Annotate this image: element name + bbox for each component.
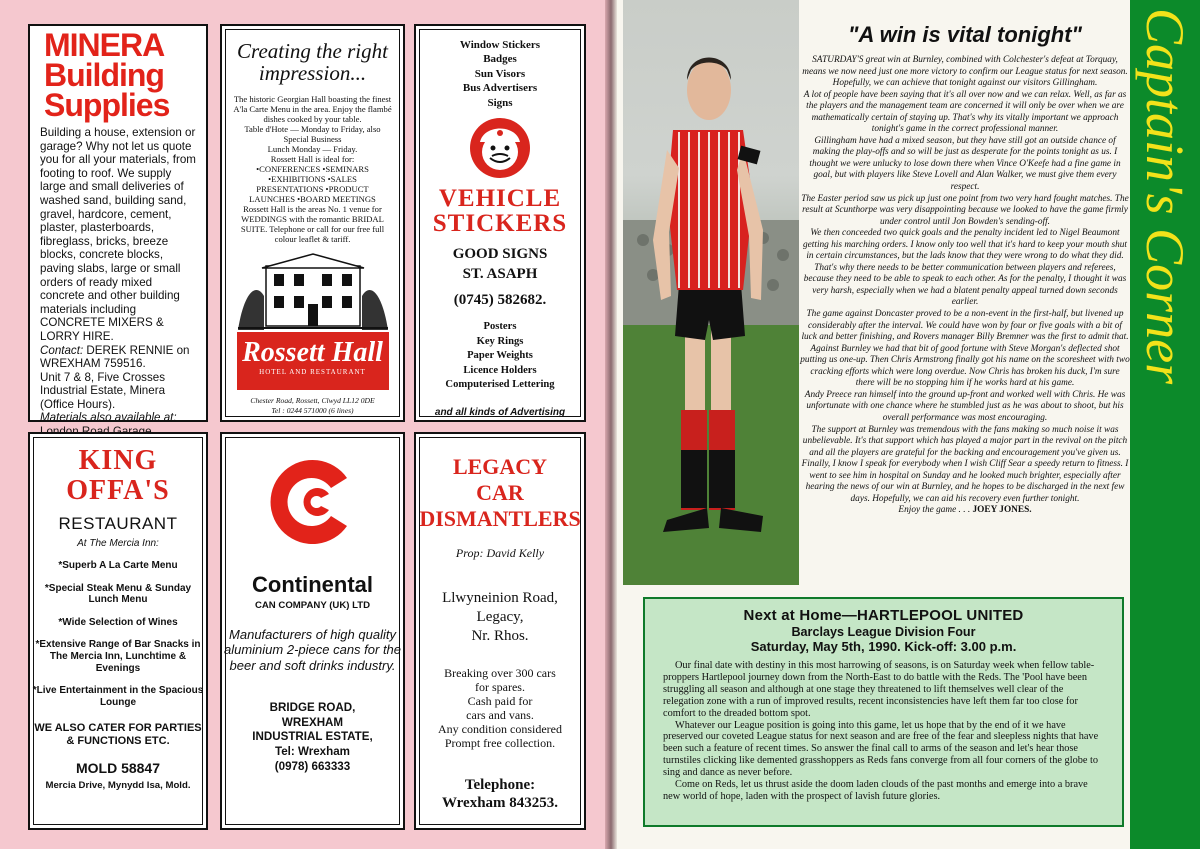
next-home-date: Saturday, May 5th, 1990. Kick-off: 3.00 p.m.: [750, 639, 1017, 654]
desc-line: Breaking over 300 cars: [444, 666, 556, 680]
top-item: Bus Advertisers: [462, 82, 538, 95]
article-paragraph: Finally, I know I speak for everybody when I wish Cliff Sear a speedy return to fitness. I went to see him in hospital on Sunday and he looked much brighter, especially after hearing the news of our win at Burnley, and he hopes to be discharged in the next few days. Hopefully, we can aid his recovery even further tonight.: [801, 459, 1129, 504]
address-line: (0978) 663333: [274, 759, 351, 773]
top-item: Signs: [487, 96, 513, 109]
continental-sub: CAN COMPANY (UK) LTD: [254, 600, 371, 611]
closing-text: Enjoy the game . . .: [898, 505, 971, 516]
desc-line: cars and vans.: [466, 708, 534, 722]
rossett-headline: Creating the right impression...: [237, 39, 388, 85]
ad-king-offas: [28, 432, 208, 830]
brand-line: CAR: [476, 480, 524, 505]
next-home-paragraph: Come on Reds, let us thrust aside the doom laden clouds of the past months and emerge into a brave new world of hope, laden with the prospect of lavish future glories.: [663, 779, 1088, 802]
product-item: Computerised Lettering: [445, 379, 555, 391]
offa-item: *Live Entertainment in the Spacious Lounge: [32, 685, 204, 708]
article-paragraph: Gillingham have had a mixed season, but they have still got an outside chance of making the play-offs and so will be just as desperate for the points tonight as us. I thought we were unlucky to lose down there when Vince O'Keefe had a fine game in goal, but with players like Steve Lovell and Alan Walker, we must give them every respect.: [809, 135, 1121, 193]
desc-line: Rossett Hall is the areas No. 1 venue for WEDDINGS with the romantic BRIDAL SUITE. Telephone or call for our free full colour leaflet & tariff.: [240, 204, 385, 244]
tel-line: Telephone:: [464, 777, 536, 793]
offa-cater: WE ALSO CATER FOR PARTIES & FUNCTIONS ETC.: [34, 722, 202, 748]
player-photo: [623, 0, 799, 585]
ad-inner-border: [419, 29, 581, 417]
rossett-tel: Tel : 0244 571000 (6 lines): [271, 406, 354, 415]
desc-line: Rossett Hall is ideal for:: [270, 154, 355, 164]
next-home-paragraph: Whatever our League position is going into this game, let us hope that by the end of it we have preserved our coveted League status for next season and are free of the fear and sleepless nights that have been such a feature of recent times. So answer the final call to arms of the season and let's hear those turnstiles clicking like demented grasshoppers as Reds fans converge from all four corners of the globe to sing and dance as never before.: [663, 719, 1099, 779]
ad-inner-border: [419, 437, 581, 825]
spine: [605, 0, 617, 849]
desc-line: Any condition considered: [438, 722, 562, 736]
minera-body: [30, 120, 206, 466]
next-home-league: Barclays League Division Four: [791, 625, 976, 639]
minera-description: Building a house, extension or garage? Why not let us quote you for all your materials, from footing to roof. We supply large and small deliveries of washed sand, building sand, gravel, hardcore, cement, plaster, plasterboards, fibreglass, bricks, breeze blocks, concrete blocks, paving slabs, large or small orders of ready mixed concrete and other building materials including CONCRETE MIXERS & LORRY HIRE.: [40, 126, 196, 343]
address-line: WREXHAM: [281, 715, 344, 729]
desc-line: Table d'Hote — Monday to Friday, also Special Business: [244, 124, 381, 144]
contact-label: Contact:: [40, 343, 84, 357]
hall-drawing-icon: [238, 252, 388, 330]
also-label: Materials also available at:: [40, 411, 177, 425]
offa-item: *Extensive Range of Bar Snacks in The Mercia Inn, Lunchtime & Evenings: [35, 639, 201, 674]
headline-line: VEHICLE: [438, 185, 562, 213]
next-home-title: Next at Home—HARTLEPOOL UNITED: [743, 607, 1024, 624]
desc-line: Prompt free collection.: [444, 736, 556, 750]
article-paragraph: The game against Doncaster proved to be a non-event in the first-half, but livened up considerably after the interval. We could have won by four or five goals with a bit of luck and better finishing, and Rovers manager Billy Bremner was the first to admit that.: [801, 309, 1129, 343]
article-paragraph: The support at Burnley was tremendous with the fans making so much noise it was unbelievable. It's that support which has played a major part in the revival on the pitch and all the players are grateful for the backing and encouragement you've given us.: [802, 424, 1128, 458]
article-title: "A win is vital tonight": [848, 22, 1082, 47]
top-item: Window Stickers: [459, 39, 541, 51]
desc-line: •CONFERENCES •SEMINARS: [256, 164, 369, 174]
continental-name: Continental: [252, 572, 373, 597]
top-item: Sun Visors: [474, 67, 526, 80]
ad-inner-border: [225, 29, 400, 417]
ad-good-signs: [414, 24, 586, 422]
brand-line: OFFA'S: [66, 475, 170, 506]
offa-phone: MOLD 58847: [75, 760, 161, 777]
ad-minera-building-supplies: [28, 24, 208, 425]
legacy-prop: Prop: David Kelly: [455, 546, 545, 560]
brand-line: Supplies: [44, 87, 170, 123]
tel-line: Wrexham 843253.: [441, 795, 559, 811]
address-line: Nr. Rhos.: [471, 628, 529, 644]
ad-inner-border: [33, 437, 203, 825]
desc-line: PRESENTATIONS •PRODUCT: [256, 184, 369, 194]
vehicle-foot: and all kinds of Advertising: [434, 407, 566, 418]
ad-rossett-hall: [220, 24, 405, 422]
product-item: Key Rings: [476, 335, 524, 347]
desc-line: Lunch Monday — Friday.: [267, 144, 358, 154]
next-at-home-box: [643, 597, 1124, 827]
top-item: Badges: [483, 53, 517, 66]
next-home-body: [663, 660, 1104, 803]
desc-line: The historic Georgian Hall boasting the finest A'la Carte Menu in the area. Enjoy the flambé dishes cooked by your table.: [233, 94, 392, 124]
desc-line: •EXHIBITIONS •SALES: [268, 174, 357, 184]
ad-legacy-car-dismantlers: [414, 432, 586, 830]
offa-restaurant: RESTAURANT: [58, 514, 178, 533]
address-line: Legacy,: [476, 609, 524, 625]
minera-unit: Unit 7 & 8, Five Crosses Industrial Estate, Minera (Office Hours).: [40, 370, 166, 411]
article-paragraph: Against Burnley we had that bit of good fortune with Steve Morgan's deflected shot putting us one-up. Then Chris Armstrong finally got his name on the scoresheet with two cracking efforts which were long overdue. Now Chris has broken his duck, I'm sure there will be no stopping him if he works hard at his game.: [800, 343, 1130, 389]
product-item: Licence Holders: [463, 364, 537, 376]
product-item: Paper Weights: [467, 350, 533, 362]
desc-line: Cash paid for: [467, 694, 533, 708]
brand-line: Building: [44, 57, 164, 93]
address-line: Tel: Wrexham: [275, 745, 350, 758]
article-closing: [800, 505, 1130, 517]
offa-sub: At The Mercia Inn:: [77, 538, 159, 549]
article-paragraph: We then conceeded two quick goals and the penalty incident led to Nigel Beaumont getting his marching orders. I know only too well that it's hard to keep your mouth shut in certain circumstances, but the lads know that they were wrong to do what they did. That's why there needs to be better communication between players and referees, because they need to be able to speak to each other. As for the penalty, I thought it was very harsh, especially when we had a blatent penalty appeal turned down seconds earlier.: [803, 228, 1127, 308]
headline-line: STICKERS: [432, 210, 568, 238]
product-item: Posters: [483, 321, 517, 333]
captains-corner-title: Captain's Corner: [1135, 8, 1195, 385]
address-line: INDUSTRIAL ESTATE,: [252, 730, 373, 744]
article-paragraph: The Easter period saw us pick up just one point from two very hard fought matches. The result at Scunthorpe was very disappointing because we looked to have the game firmly under control until Jon Bowden's sending-off.: [801, 193, 1129, 227]
contact: DEREK RENNIE on WREXHAM 759516.: [40, 343, 190, 371]
article-body: [800, 55, 1130, 517]
address-line: Llwyneinion Road,: [442, 590, 558, 606]
article-paragraph: Andy Preece ran himself into the ground up-front and worked well with Chris. He was unfortunate with one chance where he stumbled just as he was about to shoot, but his overall performance was most encouraging.: [804, 389, 1126, 423]
article-paragraph: SATURDAY'S great win at Burnley, combined with Colchester's defeat at Torquay, means we now need just one more victory to confirm our League status for next season. Hopefully, we can achieve that tonight against our visitors Gillingham.: [802, 55, 1128, 89]
logo-sub: HOTEL AND RESTAURANT: [259, 368, 366, 376]
desc-line: LAUNCHES •BOARD MEETINGS: [249, 194, 376, 204]
minera-brand: [30, 26, 206, 123]
brand-line: MINERA: [44, 27, 165, 63]
brand-line: LEGACY: [452, 454, 548, 479]
article-signature: JOEY JONES.: [972, 505, 1032, 516]
offa-address: Mercia Drive, Mynydd Isa, Mold.: [45, 780, 191, 792]
brand-line: KING: [78, 445, 158, 476]
ad-continental-can: [220, 432, 405, 830]
ad-inner-border: [225, 437, 400, 825]
article-paragraph: A lot of people have been saying that it's all over now and we can relax. Well, as far as the players and the management team are concerned it will only be over when we are mathematically certain of staying up. That's why its vitally important we approach tonight's game in the correct professional manner.: [803, 89, 1127, 135]
offa-item: *Superb A La Carte Menu: [58, 560, 178, 571]
address-line: BRIDGE ROAD,: [269, 701, 356, 715]
offa-item: *Special Steak Menu & Sunday Lunch Menu: [44, 582, 192, 606]
logo-text: Rossett Hall: [242, 337, 383, 368]
company-line: GOOD SIGNS: [452, 246, 548, 263]
vehicle-phone: (0745) 582682.: [453, 292, 547, 309]
company-line: ST. ASAPH: [462, 266, 538, 283]
continental-desc: Manufacturers of high quality aluminium 2-piece cans for the beer and soft drinks industry.: [223, 627, 402, 673]
brand-line: DISMANTLERS: [419, 506, 581, 531]
next-home-paragraph: Our final date with destiny in this most harrowing of seasons, is on Saturday week when fellow table-proppers Hartlepool journey down from the North-East to do battle with the Reds. The 'Pool have been struggling all season and although at one stage they threatened to lift themselves well clear of the relegation zone with a run of improved results, recent inconsistencies have left them far too close for comfort to the dreaded bottom spot.: [663, 660, 1095, 719]
desc-line: for spares.: [475, 680, 525, 694]
rossett-address: Chester Road, Rossett, Clwyd LL12 0DE: [250, 396, 375, 405]
offa-item: *Wide Selection of Wines: [58, 616, 178, 628]
